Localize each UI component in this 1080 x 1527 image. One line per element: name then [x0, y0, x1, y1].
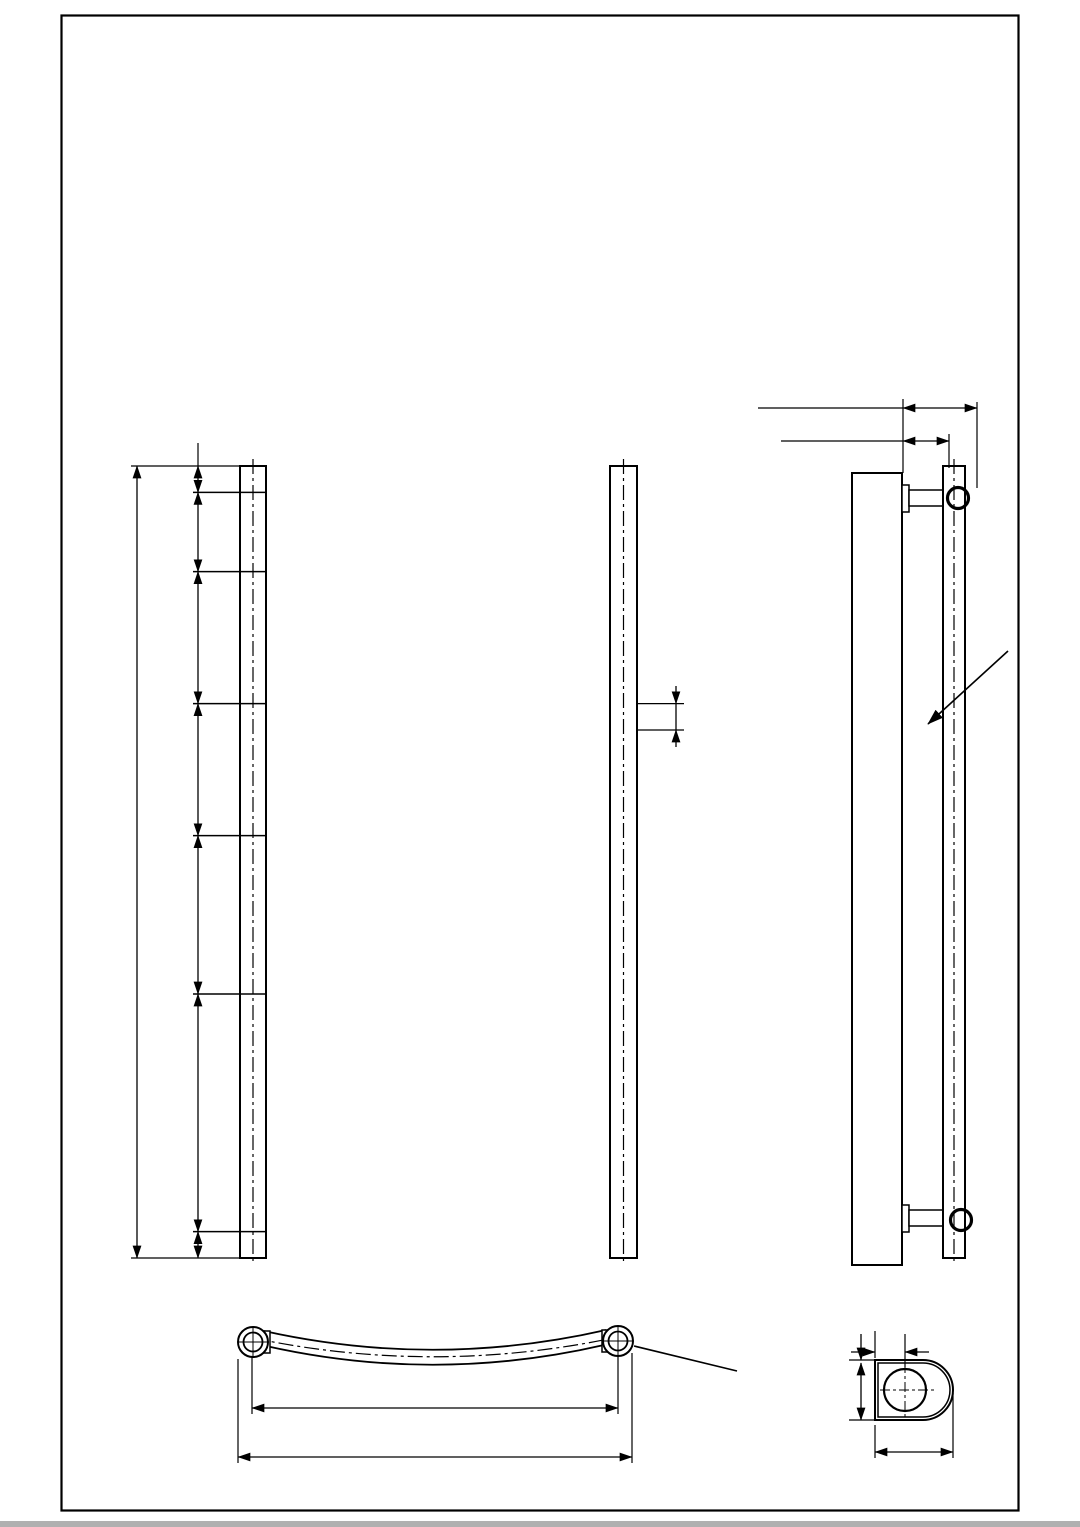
dia-leader	[928, 651, 1008, 724]
thread-leader	[634, 1346, 737, 1371]
top-bracket-flange	[902, 485, 909, 512]
drawing-border	[62, 16, 1019, 1511]
bottom-bracket-flange	[902, 1205, 909, 1232]
tube-bottom-edge	[266, 1345, 604, 1365]
top-bracket-arm	[909, 490, 946, 506]
bottom-view	[238, 1326, 737, 1463]
wall-section	[852, 473, 902, 1265]
left-fitting	[238, 1327, 270, 1357]
tube-top-edge	[264, 1330, 606, 1350]
upright-section-detail	[849, 1331, 953, 1458]
bottom-bracket-arm	[909, 1210, 945, 1226]
page-edge-shadow	[0, 1521, 1080, 1527]
right-fitting	[602, 1326, 633, 1356]
front-view	[131, 443, 684, 1264]
side-view	[758, 399, 1008, 1265]
